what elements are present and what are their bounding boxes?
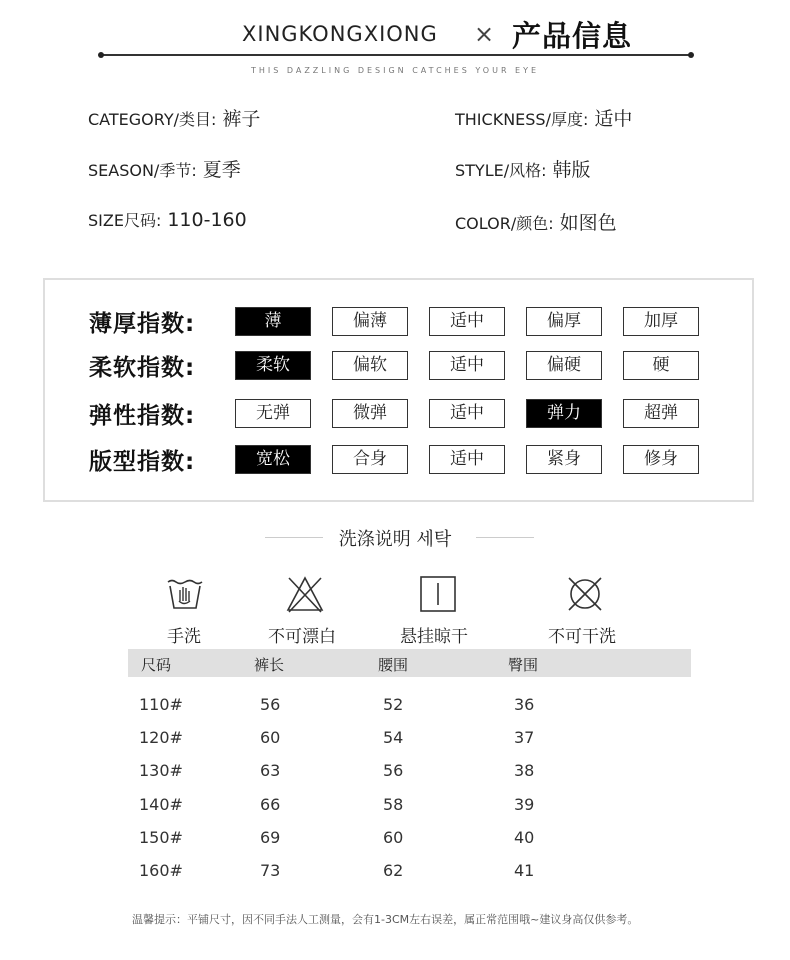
index-option: 无弹 [235, 399, 311, 428]
cell-waist: 54 [383, 728, 404, 747]
info-color [455, 208, 617, 235]
hand-wash-icon [165, 574, 205, 614]
index-label: 版型指数: [89, 449, 196, 475]
wash-label-hang-dry: 悬挂晾干 [400, 627, 468, 647]
info-style [455, 155, 591, 182]
index-label: 薄厚指数: [89, 311, 196, 337]
index-option: 适中 [429, 445, 505, 474]
index-label: 弹性指数: [89, 403, 196, 429]
index-panel [43, 278, 754, 502]
index-option: 微弹 [332, 399, 408, 428]
size-table-header [128, 649, 691, 677]
wash-label-no-dry-clean: 不可干洗 [548, 627, 616, 647]
no-dry-clean-icon [565, 574, 605, 614]
index-label: 柔软指数: [89, 355, 196, 381]
info-thickness-label: THICKNESS/厚度: [455, 110, 589, 129]
cell-length: 56 [260, 695, 281, 714]
cell-length: 63 [260, 761, 281, 780]
info-style-label: STYLE/风格: [455, 161, 547, 180]
info-size-label: SIZE尺码: [88, 211, 162, 230]
index-option: 适中 [429, 351, 505, 380]
index-option: 偏软 [332, 351, 408, 380]
cell-hip: 38 [514, 761, 535, 780]
cell-waist: 62 [383, 861, 404, 880]
index-row-softness [45, 351, 752, 383]
header-divider [100, 54, 692, 56]
cell-length: 73 [260, 861, 281, 880]
cell-hip: 39 [514, 795, 535, 814]
no-bleach-icon [285, 574, 325, 614]
cell-waist: 58 [383, 795, 404, 814]
index-row-fit [45, 445, 752, 477]
info-color-value: 如图色 [559, 212, 617, 234]
cell-size: 160# [139, 861, 183, 880]
wash-label-hand-wash: 手洗 [167, 627, 201, 647]
index-option: 偏厚 [526, 307, 602, 336]
info-category-label: CATEGORY/类目: [88, 110, 217, 129]
index-option: 适中 [429, 399, 505, 428]
wash-divider-right [476, 537, 534, 538]
index-option: 柔软 [235, 351, 311, 380]
cell-hip: 37 [514, 728, 535, 747]
header [0, 0, 790, 80]
cell-waist: 60 [383, 828, 404, 847]
info-category-value: 裤子 [222, 108, 261, 130]
cell-size: 110# [139, 695, 183, 714]
cell-waist: 52 [383, 695, 404, 714]
info-size-value: 110-160 [167, 209, 247, 231]
column-header-hip: 臀围 [508, 656, 539, 674]
info-color-label: COLOR/颜色: [455, 214, 554, 233]
index-option: 宽松 [235, 445, 311, 474]
index-option: 适中 [429, 307, 505, 336]
info-category [88, 104, 260, 131]
column-header-waist: 腰围 [378, 656, 409, 674]
info-size [88, 208, 247, 231]
cell-waist: 56 [383, 761, 404, 780]
cell-length: 60 [260, 728, 281, 747]
header-subtitle: THIS DAZZLING DESIGN CATCHES YOUR EYE [250, 66, 540, 75]
info-season-label: SEASON/季节: [88, 161, 197, 180]
info-season-value: 夏季 [202, 159, 241, 181]
cell-length: 66 [260, 795, 281, 814]
index-option: 偏硬 [526, 351, 602, 380]
index-option: 紧身 [526, 445, 602, 474]
index-option: 超弹 [623, 399, 699, 428]
brand-name: XINGKONGXIONG [242, 22, 438, 46]
hang-dry-icon [418, 574, 458, 614]
cell-hip: 40 [514, 828, 535, 847]
index-row-elasticity [45, 399, 752, 431]
index-option: 薄 [235, 307, 311, 336]
index-option: 加厚 [623, 307, 699, 336]
measurement-note: 温馨提示：平铺尺寸，因不同手法人工测量，会有1-3CM左右误差，属正常范围哦~建议身高仅供参考。 [132, 913, 639, 926]
info-style-value: 韩版 [552, 159, 591, 181]
cell-hip: 36 [514, 695, 535, 714]
cell-length: 69 [260, 828, 281, 847]
info-season [88, 155, 241, 182]
info-thickness-value: 适中 [594, 108, 633, 130]
divider-dot-right [688, 52, 694, 58]
wash-label-no-bleach: 不可漂白 [268, 627, 336, 647]
index-row-thickness [45, 307, 752, 339]
index-option: 硬 [623, 351, 699, 380]
wash-title: 洗涤说明 세탁 [338, 529, 452, 550]
index-option: 偏薄 [332, 307, 408, 336]
cell-size: 140# [139, 795, 183, 814]
cell-hip: 41 [514, 861, 535, 880]
cell-size: 150# [139, 828, 183, 847]
index-option: 合身 [332, 445, 408, 474]
info-thickness [455, 104, 632, 131]
separator-x: × [474, 20, 495, 48]
column-header-length: 裤长 [254, 656, 285, 674]
column-header-size: 尺码 [141, 656, 172, 674]
cell-size: 130# [139, 761, 183, 780]
index-option: 修身 [623, 445, 699, 474]
cell-size: 120# [139, 728, 183, 747]
divider-dot-left [98, 52, 104, 58]
page-title: 产品信息 [512, 19, 633, 53]
index-option: 弹力 [526, 399, 602, 428]
